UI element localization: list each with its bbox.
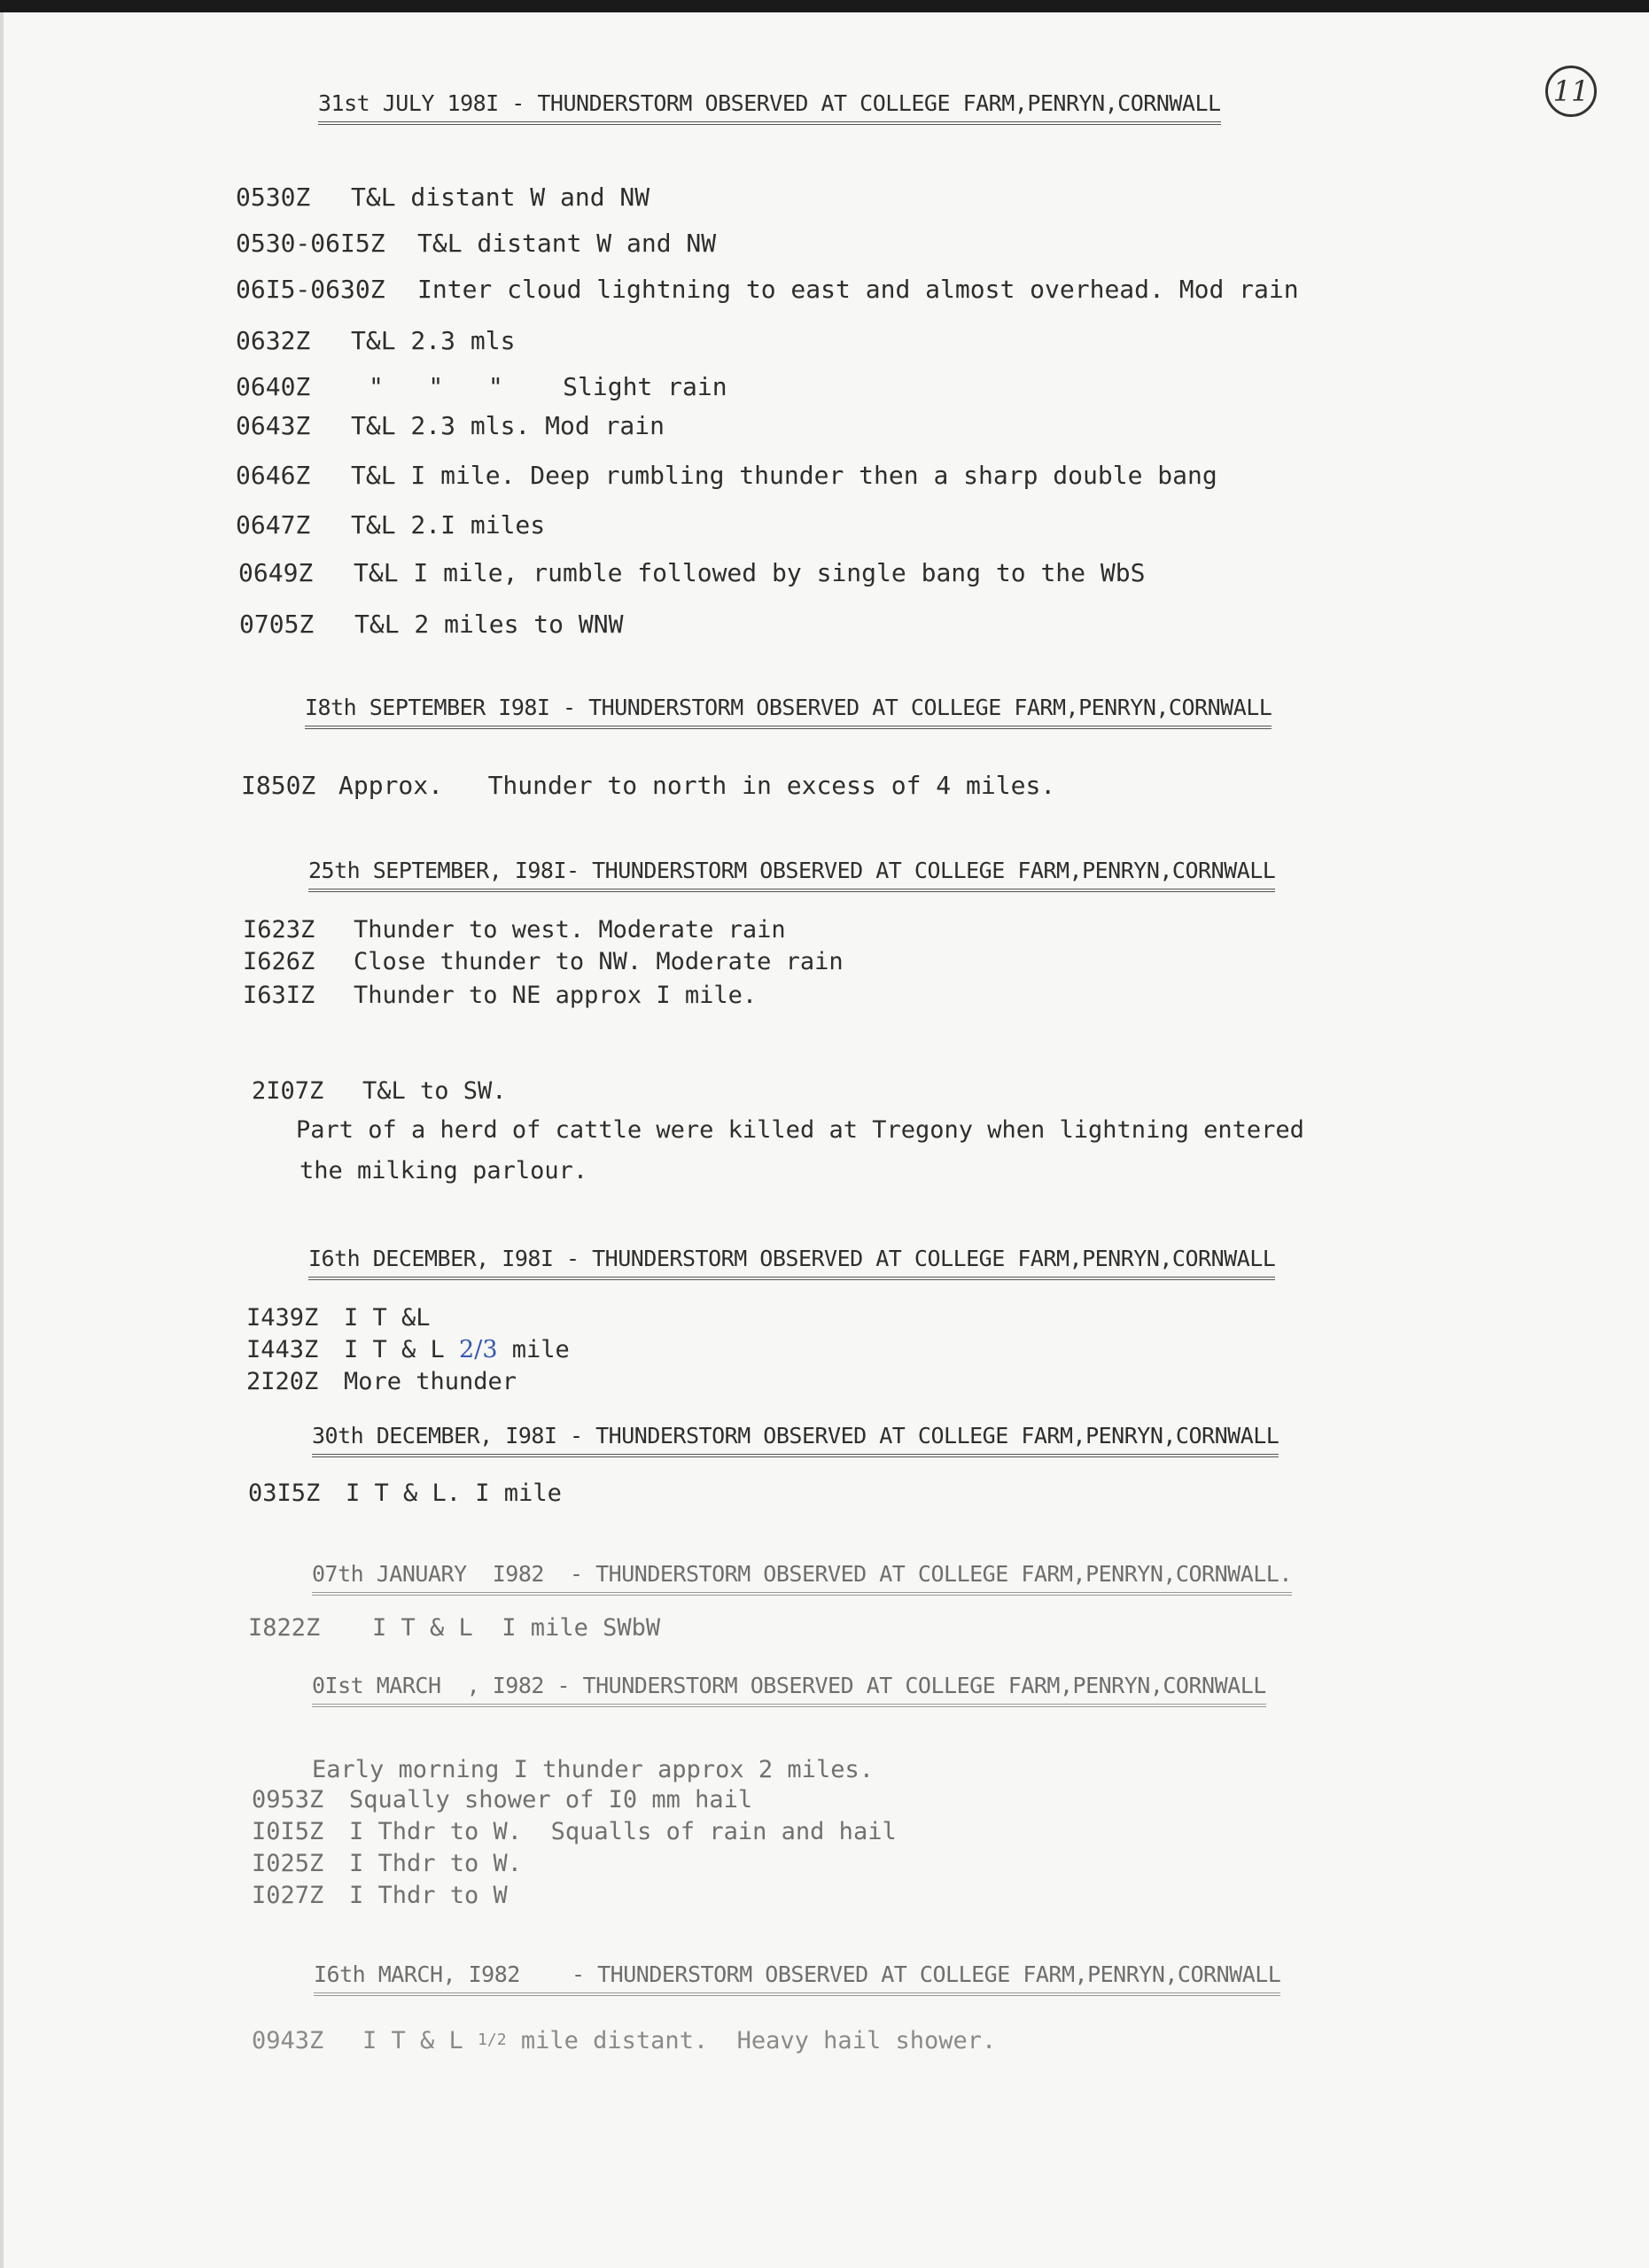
- entry-text: I T & L: [344, 1336, 460, 1363]
- log-entry: [236, 372, 727, 401]
- note-line: the milking parlour.: [299, 1157, 588, 1184]
- section-heading: 0Ist MARCH , I982 - THUNDERSTORM OBSERVED AT COLLEGE FARM,PENRYN,CORNWALL: [312, 1673, 1266, 1707]
- entry-text: T&L 2.I miles: [351, 510, 546, 540]
- entry-time: 0649Z: [238, 558, 314, 587]
- log-entry: [241, 771, 1055, 800]
- entry-time: I623Z: [243, 916, 315, 944]
- entry-text: I T & L: [362, 2027, 478, 2054]
- log-entry: [238, 558, 1145, 587]
- entry-time: 0943Z: [252, 2027, 324, 2054]
- log-entry: [243, 982, 757, 1009]
- log-entry: [252, 1818, 897, 1845]
- entry-text: Thunder to west. Moderate rain: [354, 916, 786, 944]
- handwritten-fraction: 2/3: [459, 1336, 498, 1363]
- log-entry: [252, 1850, 522, 1877]
- printed-fraction: 1/2: [478, 2031, 507, 2049]
- log-entry: [252, 1786, 752, 1814]
- entry-text: " " " Slight rain: [369, 372, 727, 401]
- entry-time: 0530-06I5Z: [236, 229, 385, 258]
- log-entry: [252, 1882, 508, 1909]
- log-entry: [236, 326, 515, 355]
- section-heading: I6th MARCH, I982 - THUNDERSTORM OBSERVED AT COLLEGE FARM,PENRYN,CORNWALL: [314, 1961, 1280, 1996]
- entry-text-suffix: mile distant. Heavy hail shower.: [506, 2027, 997, 2054]
- log-entry: [239, 610, 623, 639]
- entry-time: I822Z: [248, 1614, 321, 1642]
- entry-time: 06I5-0630Z: [236, 275, 385, 304]
- entry-text: T&L distant W and NW: [417, 229, 717, 258]
- log-entry: [236, 461, 1217, 490]
- entry-text: I T & L. I mile: [346, 1480, 562, 1507]
- section-heading: 31st JULY 198I - THUNDERSTORM OBSERVED AT COLLEGE FARM,PENRYN,CORNWALL: [318, 90, 1221, 125]
- entry-time: 2I20Z: [246, 1368, 319, 1395]
- entry-text: Close thunder to NW. Moderate rain: [354, 948, 844, 975]
- entry-text: I Thdr to W. Squalls of rain and hail: [349, 1818, 897, 1845]
- entry-time: 0705Z: [239, 610, 315, 639]
- intro-line: Early morning I thunder approx 2 miles.: [312, 1756, 874, 1783]
- log-entry: [243, 916, 786, 944]
- entry-time: 0953Z: [252, 1786, 324, 1814]
- entry-time: I443Z: [246, 1336, 319, 1363]
- log-entry: [236, 183, 649, 212]
- entry-time: I027Z: [252, 1882, 324, 1909]
- section-heading: I6th DECEMBER, I98I - THUNDERSTORM OBSERVED AT COLLEGE FARM,PENRYN,CORNWALL: [308, 1246, 1275, 1280]
- entry-text: I T &L: [344, 1304, 431, 1332]
- log-entry: [248, 1480, 562, 1507]
- entry-time: 0643Z: [236, 411, 311, 440]
- entry-text: T&L 2.3 mls. Mod rain: [351, 411, 665, 440]
- entry-text: I T & L I mile SWbW: [372, 1614, 661, 1642]
- log-entry: [243, 948, 844, 975]
- section-heading: 25th SEPTEMBER, I98I- THUNDERSTORM OBSERVED AT COLLEGE FARM,PENRYN,CORNWALL: [308, 858, 1275, 892]
- entry-text-suffix: mile: [497, 1336, 570, 1363]
- entry-time: I025Z: [252, 1850, 324, 1877]
- entry-text: More thunder: [344, 1368, 517, 1395]
- entry-text: T&L distant W and NW: [351, 183, 650, 212]
- entry-text: I Thdr to W.: [349, 1850, 523, 1877]
- entry-text: Thunder to NE approx I mile.: [354, 982, 758, 1009]
- log-entry: [252, 2027, 996, 2054]
- log-entry: [248, 1614, 660, 1642]
- log-entry: [246, 1368, 517, 1395]
- log-entry: [246, 1336, 570, 1363]
- entry-text: T&L I mile, rumble followed by single bang to the WbS: [354, 558, 1146, 587]
- entry-time: 2I07Z: [252, 1077, 324, 1105]
- note-line: Part of a herd of cattle were killed at Tregony when lightning entered: [296, 1116, 1304, 1144]
- log-entry: [236, 411, 665, 440]
- log-entry: [236, 229, 716, 258]
- entry-time: I626Z: [243, 948, 315, 975]
- entry-time: I63IZ: [243, 982, 315, 1009]
- entry-text: Approx. Thunder to north in excess of 4 miles.: [338, 771, 1056, 800]
- entry-time: I439Z: [246, 1304, 319, 1332]
- entry-text: T&L I mile. Deep rumbling thunder then a sharp double bang: [351, 461, 1217, 490]
- entry-text: I Thdr to W: [349, 1882, 508, 1909]
- entry-time: 0646Z: [236, 461, 311, 490]
- entry-text: Inter cloud lightning to east and almost overhead. Mod rain: [417, 275, 1299, 304]
- entry-text: T&L 2 miles to WNW: [354, 610, 624, 639]
- log-entry: [236, 275, 1299, 304]
- entry-time: 0647Z: [236, 510, 311, 540]
- entry-time: I0I5Z: [252, 1818, 324, 1845]
- entry-time: I850Z: [241, 771, 316, 800]
- section-heading: 30th DECEMBER, I98I - THUNDERSTORM OBSERVED AT COLLEGE FARM,PENRYN,CORNWALL: [312, 1423, 1279, 1457]
- entry-text: T&L 2.3 mls: [351, 326, 516, 355]
- entry-text: Squally shower of I0 mm hail: [349, 1786, 753, 1814]
- log-entry: [236, 510, 545, 540]
- section-heading: 07th JANUARY I982 - THUNDERSTORM OBSERVED AT COLLEGE FARM,PENRYN,CORNWALL.: [312, 1561, 1292, 1596]
- entry-time: 0640Z: [236, 372, 311, 401]
- document-page: [0, 12, 1649, 2268]
- page-number: 11: [1545, 66, 1597, 117]
- log-entry: [252, 1077, 507, 1105]
- entry-time: 0632Z: [236, 326, 311, 355]
- entry-text: T&L to SW.: [362, 1077, 507, 1105]
- log-entry: [246, 1304, 431, 1332]
- entry-time: 0530Z: [236, 183, 311, 212]
- entry-time: 03I5Z: [248, 1480, 321, 1507]
- section-heading: I8th SEPTEMBER I98I - THUNDERSTORM OBSERVED AT COLLEGE FARM,PENRYN,CORNWALL: [305, 695, 1272, 729]
